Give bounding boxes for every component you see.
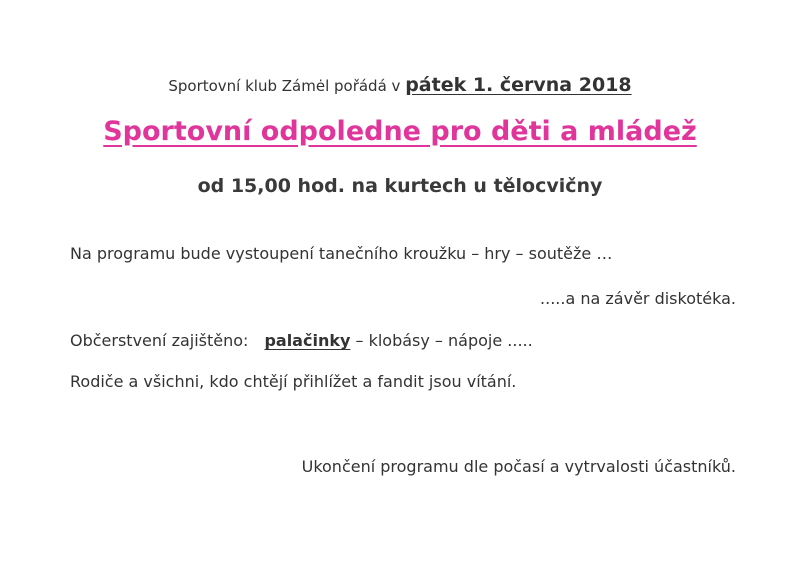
disco-line: .....a na závěr diskotéka.	[540, 289, 736, 308]
refreshments-label: Občerstvení zajištěno:	[70, 331, 249, 350]
event-date: pátek 1. června 2018	[405, 74, 632, 96]
time-location: od 15,00 hod. na kurtech u tělocvičny	[197, 175, 603, 197]
refreshments-line	[70, 331, 533, 350]
intro-text: Sportovní klub Zámėl pořádá v	[168, 77, 406, 95]
event-title: Sportovní odpoledne pro děti a mládež	[103, 116, 697, 147]
program-line: Na programu bude vystoupení tanečního kroužku – hry – soutěže …	[70, 244, 613, 263]
refreshments-highlight: palačinky	[264, 331, 351, 350]
spectators-line: Rodiče a všichni, kdo chtějí přihlížet a fandit jsou vítání.	[70, 372, 517, 391]
closing-line: Ukončení programu dle počasí a vytrvalosti účastníků.	[301, 457, 736, 476]
intro-line	[0, 74, 800, 96]
refreshments-rest: – klobásy – nápoje .....	[350, 331, 533, 350]
